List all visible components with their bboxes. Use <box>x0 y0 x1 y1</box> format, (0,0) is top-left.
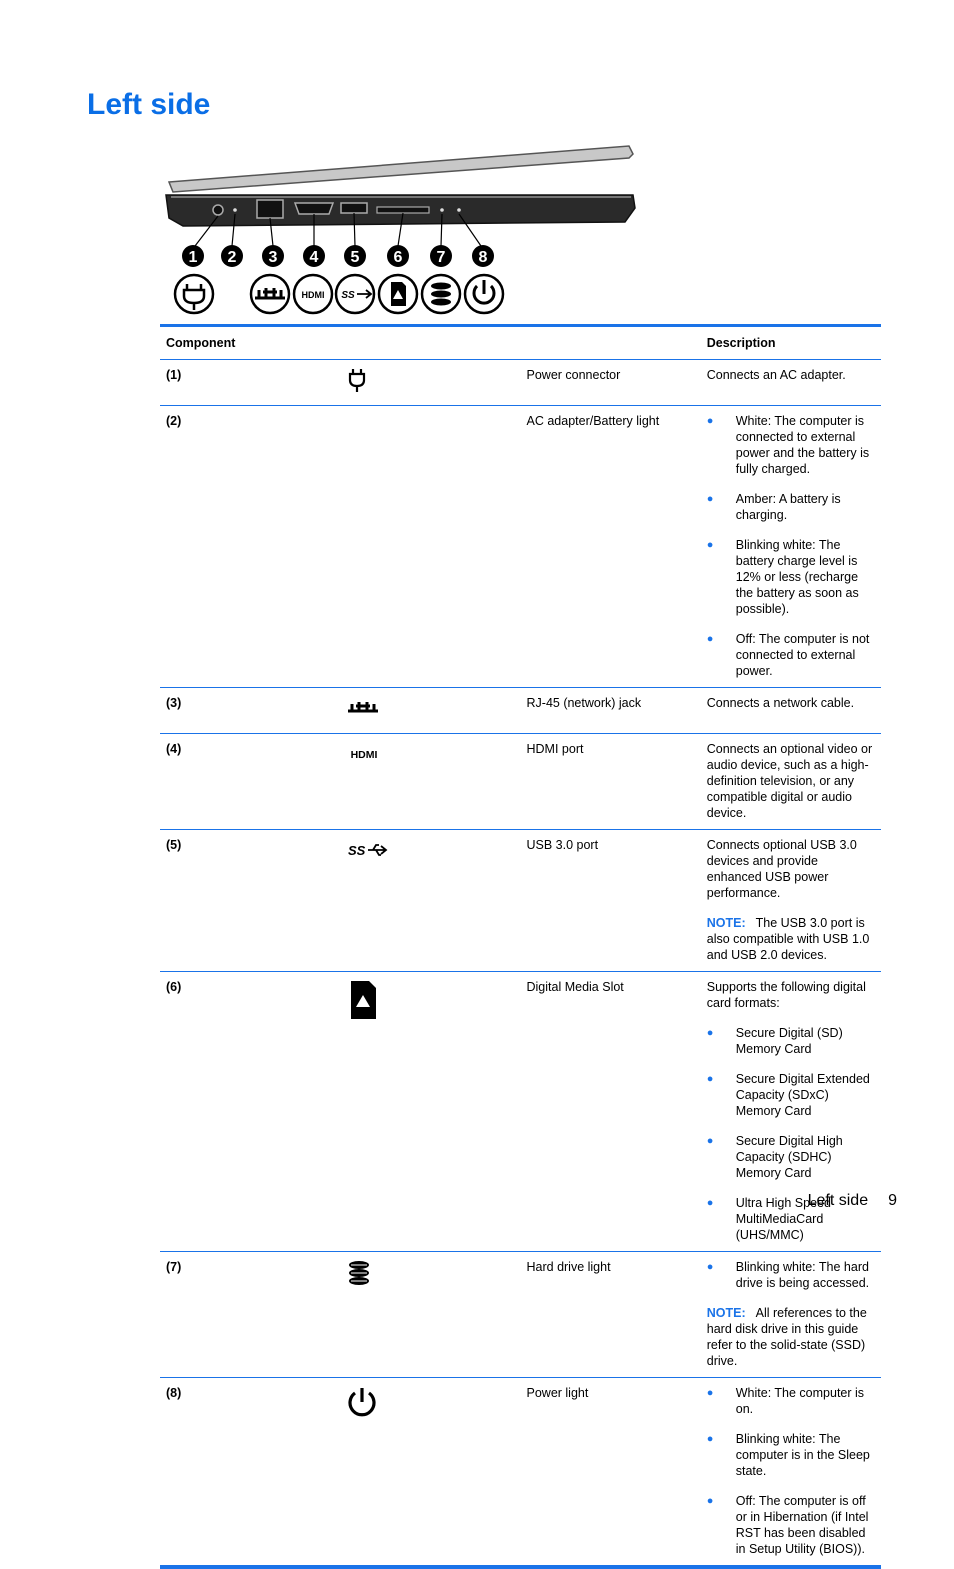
battery-light-led <box>233 208 237 212</box>
table-row <box>160 406 881 688</box>
table-row <box>160 734 881 830</box>
hdmi-icon <box>294 275 332 313</box>
callout-3 <box>262 245 284 267</box>
table-row <box>160 360 881 406</box>
card-slot <box>377 207 429 213</box>
note-text: The USB 3.0 port is also compatible with USB 1.0 and USB 2.0 devices. <box>706 916 870 962</box>
component-description: Connects an AC adapter. <box>706 368 846 382</box>
bullet-item: ● Secure Digital Extended Capacity (SDxC) Memory Card <box>707 1071 875 1119</box>
svg-text:1: 1 <box>188 249 198 266</box>
component-name: Power light <box>526 1386 589 1400</box>
note-label: NOTE: <box>706 916 746 930</box>
power-plug-icon <box>346 367 370 393</box>
bullet-item: ● Secure Digital (SD) Memory Card <box>707 1025 875 1057</box>
hard-drive-icon <box>346 1259 376 1287</box>
media-card-icon <box>346 979 380 1021</box>
usb3-icon <box>346 837 388 863</box>
table-row <box>160 1378 881 1568</box>
page-number: 9 <box>888 1192 897 1209</box>
component-name: Hard drive light <box>526 1260 611 1274</box>
note-text: All references to the hard disk drive in this guide refer to the solid-state (SSD) drive. <box>706 1306 867 1368</box>
table-row <box>160 972 881 1252</box>
usb-port <box>341 203 367 213</box>
bullet-item: ● Off: The computer is not connected to external power. <box>707 631 875 679</box>
table-row <box>160 688 881 734</box>
table-header-row <box>160 326 881 360</box>
note-label: NOTE: <box>706 1306 746 1320</box>
svg-text:HDMI: HDMI <box>350 749 378 761</box>
footer-section: Left side <box>807 1192 869 1209</box>
callout-numbers <box>182 245 494 267</box>
row-number: (1) <box>166 368 182 382</box>
rj45-port <box>257 200 283 218</box>
callout-8 <box>472 245 494 267</box>
callout-5 <box>344 245 366 267</box>
usb3-icon <box>336 275 374 313</box>
network-icon <box>251 275 289 313</box>
svg-text:HDMI: HDMI <box>301 290 325 300</box>
component-description: Supports the following digital card formats: <box>706 980 866 1010</box>
power-icon <box>465 275 503 313</box>
note <box>707 1305 875 1369</box>
bullet-item: ● White: The computer is on. <box>707 1385 875 1417</box>
header-description: Description <box>706 336 776 350</box>
svg-text:7: 7 <box>436 249 446 266</box>
bullet-item: ● Off: The computer is off or in Hibernation (if Intel RST has been disabled in Setup Utility (BIOS)). <box>707 1493 875 1557</box>
header-component: Component <box>166 336 236 350</box>
row-number: (4) <box>166 742 182 756</box>
svg-text:SS: SS <box>348 843 366 858</box>
row-number: (2) <box>166 414 182 428</box>
hdmi-port <box>295 203 333 214</box>
hdmi-icon <box>346 741 382 767</box>
row-number: (7) <box>166 1260 182 1274</box>
page-title: Left side <box>87 88 211 121</box>
bullet-item: ● Blinking white: The battery charge level is 12% or less (recharge the battery as soon as possible). <box>707 537 875 617</box>
bullet-item: ● Blinking white: The computer is in the Sleep state. <box>707 1431 875 1479</box>
bullet-item: ● Amber: A battery is charging. <box>707 491 875 523</box>
note <box>707 915 875 963</box>
table-row <box>160 830 881 972</box>
callout-4 <box>303 245 325 267</box>
row-number: (8) <box>166 1386 182 1400</box>
component-name: HDMI port <box>526 742 584 756</box>
callout-1 <box>182 245 204 267</box>
component-name: Power connector <box>526 368 621 382</box>
description-bullets <box>707 1385 875 1557</box>
svg-text:4: 4 <box>309 249 319 266</box>
svg-text:SS: SS <box>341 290 355 301</box>
power-plug-icon <box>175 275 213 313</box>
svg-text:2: 2 <box>227 249 237 266</box>
power-light-led <box>457 208 461 212</box>
description-bullets <box>707 1025 875 1243</box>
hdd-light-led <box>440 208 444 212</box>
component-description: Connects a network cable. <box>706 696 855 710</box>
power-icon <box>346 1385 378 1417</box>
row-number: (3) <box>166 696 182 710</box>
power-connector-port <box>213 205 223 215</box>
description-bullets <box>707 413 875 679</box>
page-footer <box>808 1192 897 1210</box>
network-icon <box>346 695 380 721</box>
component-table <box>160 324 881 1569</box>
svg-text:6: 6 <box>393 249 403 266</box>
description-bullets <box>707 1259 875 1291</box>
laptop-lid <box>169 146 633 192</box>
component-name: USB 3.0 port <box>526 838 599 852</box>
bullet-item: ● Blinking white: The hard drive is being accessed. <box>707 1259 875 1291</box>
callout-6 <box>387 245 409 267</box>
row-number: (5) <box>166 838 182 852</box>
callout-2 <box>221 245 243 267</box>
svg-text:3: 3 <box>268 249 278 266</box>
svg-text:8: 8 <box>478 249 488 266</box>
component-name: AC adapter/Battery light <box>526 414 660 428</box>
callout-7 <box>430 245 452 267</box>
table-row <box>160 1252 881 1378</box>
hard-drive-icon <box>422 275 460 313</box>
component-description: Connects an optional video or audio device, such as a high-definition television, or any compatible digital or audio device. <box>706 742 873 820</box>
bullet-item: ● Secure Digital High Capacity (SDHC) Memory Card <box>707 1133 875 1181</box>
row-number: (6) <box>166 980 182 994</box>
component-name: RJ-45 (network) jack <box>526 696 642 710</box>
media-card-icon <box>379 275 417 313</box>
laptop-left-side-illustration <box>163 140 638 320</box>
bullet-item: ● White: The computer is connected to external power and the battery is fully charged. <box>707 413 875 477</box>
component-description: Connects optional USB 3.0 devices and provide enhanced USB power performance. <box>706 838 857 900</box>
component-name: Digital Media Slot <box>526 980 624 994</box>
svg-text:5: 5 <box>350 249 360 266</box>
bullet-item: ● Ultra High Speed MultiMediaCard (UHS/MMC) <box>707 1195 875 1243</box>
